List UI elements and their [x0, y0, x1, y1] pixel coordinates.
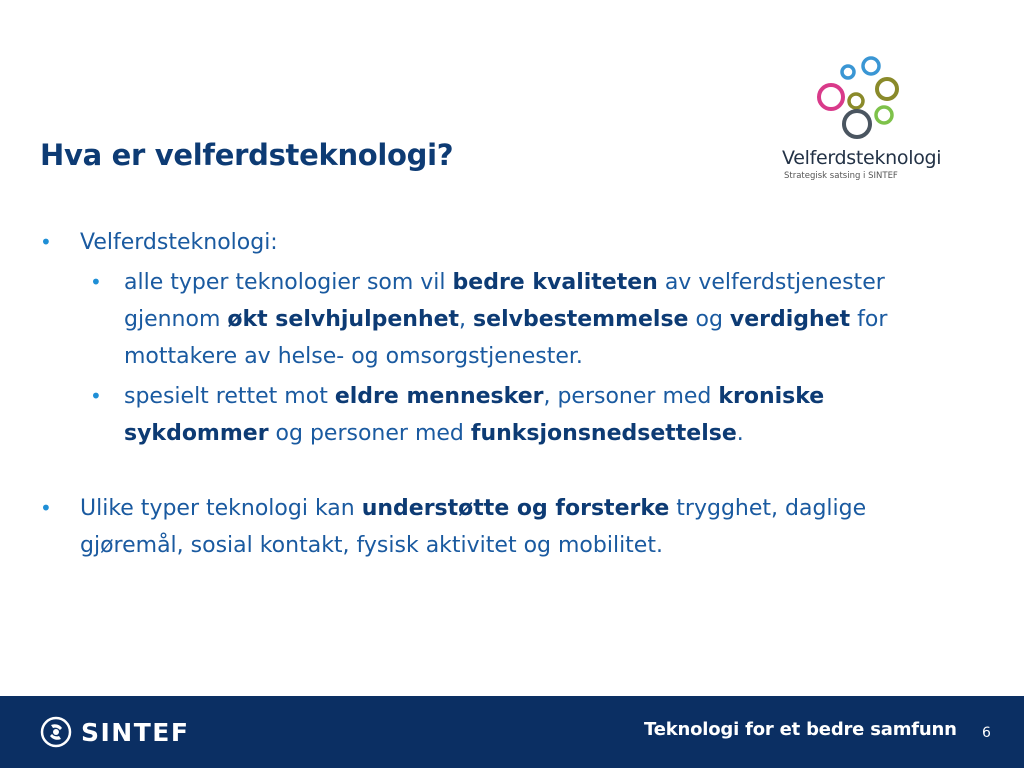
footer-bar	[0, 696, 1024, 768]
bullet-icon: •	[90, 270, 102, 294]
emphasis-funksjonsnedsettelse: funksjonsnedsettelse	[470, 421, 737, 446]
text-segment: ,	[459, 307, 474, 332]
ring-small-blue	[842, 66, 854, 78]
text-segment: trygghet, daglige gjøremål, sosial kontakt, fysisk aktivitet og mobilitet.	[80, 496, 867, 558]
ring-green	[876, 107, 892, 123]
text-segment: Ulike typer teknologi kan	[80, 496, 362, 521]
ring-gray	[844, 111, 870, 137]
text-segment: , personer med	[543, 384, 719, 409]
slide-title: Hva er velferdsteknologi?	[40, 138, 454, 172]
ring-blue	[863, 58, 879, 74]
emphasis-eldre-mennesker: eldre mennesker	[334, 384, 544, 409]
text-segment: og personer med	[268, 421, 471, 446]
text-segment: for mottakere av helse- og omsorgstjenester.	[124, 307, 888, 369]
bullet-velferdsteknologi	[40, 224, 940, 261]
text-segment: spesielt rettet mot	[124, 384, 335, 409]
slide-content	[40, 224, 940, 564]
logo-subtitle: Strategisk satsing i SINTEF	[784, 171, 898, 181]
sub-bullet-kvalitet	[40, 264, 940, 375]
footer-tagline: Teknologi for et bedre samfunn	[644, 719, 957, 740]
sintef-wordmark: SINTEF	[81, 717, 190, 747]
text-segment: .	[736, 421, 744, 446]
bullet-icon: •	[90, 384, 102, 408]
ring-pink	[819, 85, 843, 109]
ring-olive	[877, 79, 897, 99]
bullet-icon: •	[40, 230, 52, 254]
page-number: 6	[982, 725, 991, 741]
text-segment: og	[688, 307, 730, 332]
emphasis-okt-selvhjulpenhet: økt selvhjulpenhet	[227, 307, 460, 332]
bullet-icon: •	[40, 496, 52, 520]
emphasis-selvbestemmelse: selvbestemmelse	[473, 307, 689, 332]
sub-bullet-malgrupper	[40, 378, 940, 452]
ring-olive-small	[849, 94, 863, 108]
bullet-teknologityper	[40, 490, 940, 564]
bullet-text: Velferdsteknologi:	[80, 230, 278, 255]
emphasis-bedre-kvaliteten: bedre kvaliteten	[452, 270, 658, 295]
text-segment: alle typer teknologier som vil	[124, 270, 453, 295]
text-segment: av velferdstjenester gjennom	[124, 270, 885, 332]
sintef-logo	[40, 717, 189, 747]
velferdsteknologi-logo	[778, 55, 948, 185]
logo-name: Velferdsteknologi	[782, 147, 942, 169]
sintef-emblem-icon	[40, 716, 72, 748]
emphasis-kroniske-sykdommer: kroniske sykdommer	[124, 384, 825, 446]
emphasis-verdighet: verdighet	[729, 307, 851, 332]
rings-logo-icon	[816, 55, 926, 143]
emphasis-understotte-forsterke: understøtte og forsterke	[361, 496, 670, 521]
